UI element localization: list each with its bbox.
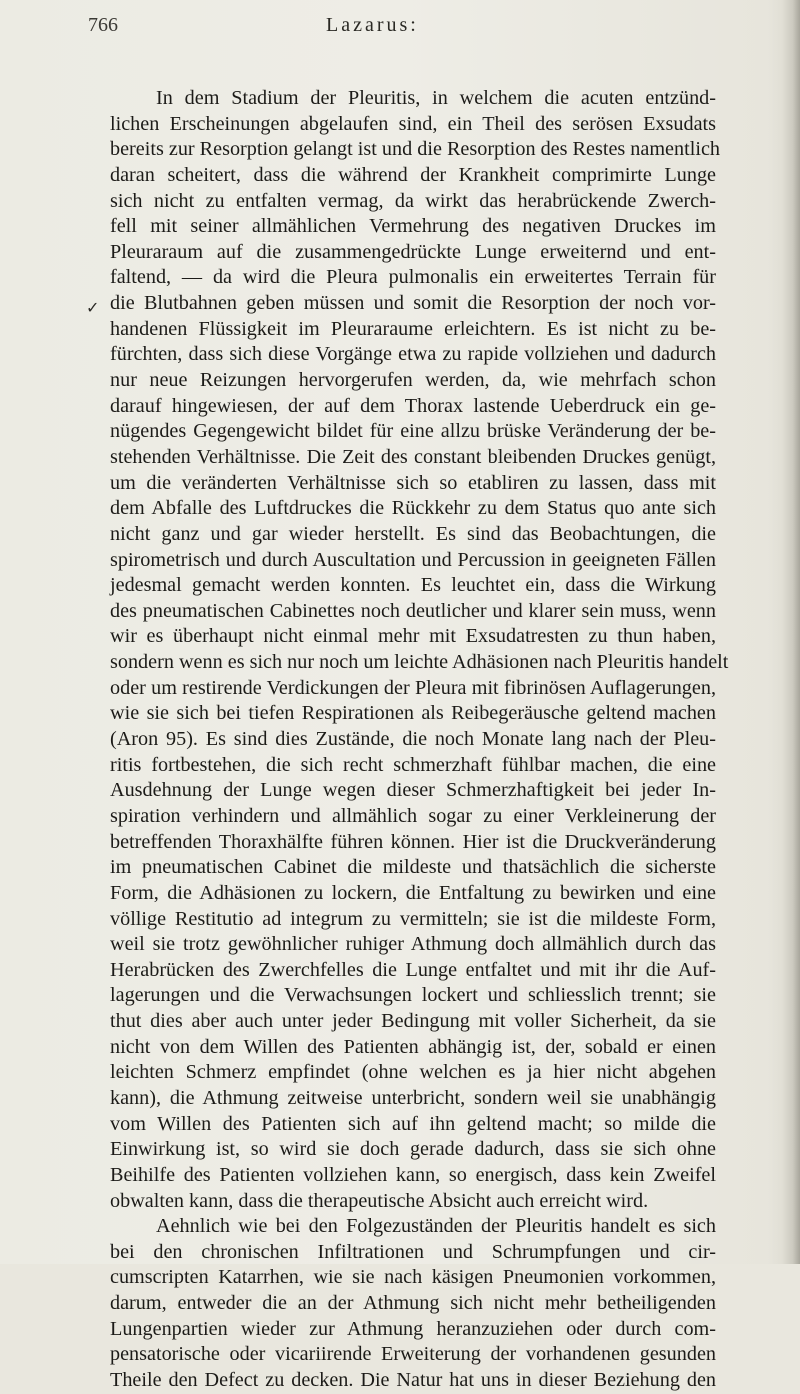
text-line: daran scheitert, dass die während der Krankheit comprimirte Lunge — [110, 163, 716, 186]
text-line: wie sie sich bei tiefen Respirationen als Reibegeräusche geltend machen — [110, 702, 716, 725]
text-line: lagerungen und die Verwachsungen lockert und schliesslich trennt; sie — [110, 984, 716, 1007]
text-line: nicht ganz und gar wieder herstellt. Es sind das Beobachtungen, die — [110, 522, 716, 545]
text-line: Beihilfe des Patienten vollziehen kann, so energisch, dass kein Zweifel — [110, 1163, 716, 1186]
text-line: faltend, — da wird die Pleura pulmonalis ein erweitertes Terrain für — [110, 266, 716, 289]
text-line: Pleuraraum auf die zusammengedrückte Lunge erweiternd und ent- — [110, 240, 716, 263]
text-line: oder um restirende Verdickungen der Pleura mit fibrinösen Auflagerungen, — [110, 676, 716, 699]
text-line: thut dies aber auch unter jeder Bedingung mit voller Sicherheit, da sie — [110, 1010, 716, 1033]
text-line: völlige Restitutio ad integrum zu vermitteln; sie ist die mildeste Form, — [110, 907, 716, 930]
text-line: weil sie trotz gewöhnlicher ruhiger Athmung doch allmählich durch das — [110, 933, 716, 956]
text-line: cumscripten Katarrhen, wie sie nach käsigen Pneumonien vorkommen, — [110, 1266, 716, 1289]
text-line: leichten Schmerz empfindet (ohne welchen es ja hier nicht abgehen — [110, 1061, 716, 1084]
text-line: sich nicht zu entfalten vermag, da wirkt das herabrückende Zwerch- — [110, 189, 716, 212]
margin-check-mark: ✓ — [86, 298, 100, 317]
text-line: (Aron 95). Es sind dies Zustände, die noch Monate lang nach der Pleu- — [110, 728, 716, 751]
text-line: fell mit seiner allmählichen Vermehrung des negativen Druckes im — [110, 215, 716, 238]
page-number: 766 — [88, 14, 118, 36]
text-line: Theile den Defect zu decken. Die Natur hat uns in dieser Beziehung den — [110, 1369, 716, 1392]
text-line: im pneumatischen Cabinet die mildeste und thatsächlich die sicherste — [110, 856, 716, 879]
text-line: nicht von dem Willen des Patienten abhängig ist, der, sobald er einen — [110, 1035, 716, 1058]
text-line: darauf hingewiesen, der auf dem Thorax lastende Ueberdruck ein ge- — [110, 394, 716, 417]
text-line: nügendes Gegengewicht bildet für eine allzu brüske Veränderung der be- — [110, 420, 716, 443]
text-line: Form, die Adhäsionen zu lockern, die Entfaltung zu bewirken und eine — [110, 881, 716, 904]
text-line: darum, entweder die an der Athmung sich nicht mehr betheiligenden — [110, 1292, 716, 1315]
text-line: ritis fortbestehen, die sich recht schmerzhaft fühlbar machen, die eine — [110, 753, 716, 776]
text-line: Ausdehnung der Lunge wegen dieser Schmerzhaftigkeit bei jeder In- — [110, 779, 716, 802]
text-line: In dem Stadium der Pleuritis, in welchem die acuten entzünd- — [156, 87, 716, 109]
text-line: stehenden Verhältnisse. Die Zeit des constant bleibenden Druckes genügt, — [110, 445, 716, 468]
text-line: bereits zur Resorption gelangt ist und die Resorption des Restes namentlich — [110, 138, 720, 161]
text-line: pensatorische oder vicariirende Erweiterung der vorhandenen gesunden — [110, 1343, 716, 1366]
page-edge-shadow — [782, 0, 800, 1264]
text-line: Aehnlich wie bei den Folgezuständen der Pleuritis handelt es sich — [156, 1215, 716, 1238]
text-line: dem Abfalle des Luftdruckes die Rückkehr zu dem Status quo ante sich — [110, 497, 716, 520]
text-line: die Blutbahnen geben müssen und somit die Resorption der noch vor- — [110, 292, 716, 315]
text-line: jedesmal gemacht werden konnten. Es leuchtet ein, dass die Wirkung — [110, 574, 716, 597]
text-line: fürchten, dass sich diese Vorgänge etwa zu rapide vollziehen und dadurch — [110, 343, 716, 366]
body-text — [110, 86, 729, 1394]
text-line: nur neue Reizungen hervorgerufen werden, da, wie mehrfach schon — [110, 369, 716, 392]
page-header — [0, 14, 800, 40]
text-line: Lungenpartien wieder zur Athmung heranzuziehen oder durch com- — [110, 1317, 716, 1340]
text-line: spirometrisch und durch Auscultation und Percussion in geeigneten Fällen — [110, 548, 716, 571]
text-line: um die veränderten Verhältnisse sich so etabliren zu lassen, dass mit — [110, 471, 716, 494]
text-line: Herabrücken des Zwerchfelles die Lunge entfaltet und mit ihr die Auf- — [110, 958, 716, 981]
text-line: vom Willen des Patienten sich auf ihn geltend macht; so milde die — [110, 1112, 716, 1135]
text-line: des pneumatischen Cabinettes noch deutlicher und klarer sein muss, wenn — [110, 599, 716, 622]
text-line: Einwirkung ist, so wird sie doch gerade dadurch, dass sie sich ohne — [110, 1138, 716, 1161]
running-head: Lazarus: — [326, 14, 419, 36]
text-line: bei den chronischen Infiltrationen und Schrumpfungen und cir- — [110, 1240, 716, 1263]
text-line: sondern wenn es sich nur noch um leichte Adhäsionen nach Pleuritis handelt — [110, 651, 729, 674]
text-line: lichen Erscheinungen abgelaufen sind, ein Theil des serösen Exsudats — [110, 112, 716, 135]
text-line: spiration verhindern und allmählich sogar zu einer Verkleinerung der — [110, 804, 716, 827]
text-line: obwalten kann, dass die therapeutische Absicht auch erreicht wird. — [110, 1189, 649, 1212]
text-line: kann), die Athmung zeitweise unterbricht, sondern weil sie unabhängig — [110, 1086, 716, 1109]
text-line: handenen Flüssigkeit im Pleuraraume erleichtern. Es ist nicht zu be- — [110, 317, 716, 340]
text-line: wir es überhaupt nicht einmal mehr mit Exsudatresten zu thun haben, — [110, 625, 716, 648]
text-line: betreffenden Thoraxhälfte führen können. Hier ist die Druckveränderung — [110, 830, 716, 853]
